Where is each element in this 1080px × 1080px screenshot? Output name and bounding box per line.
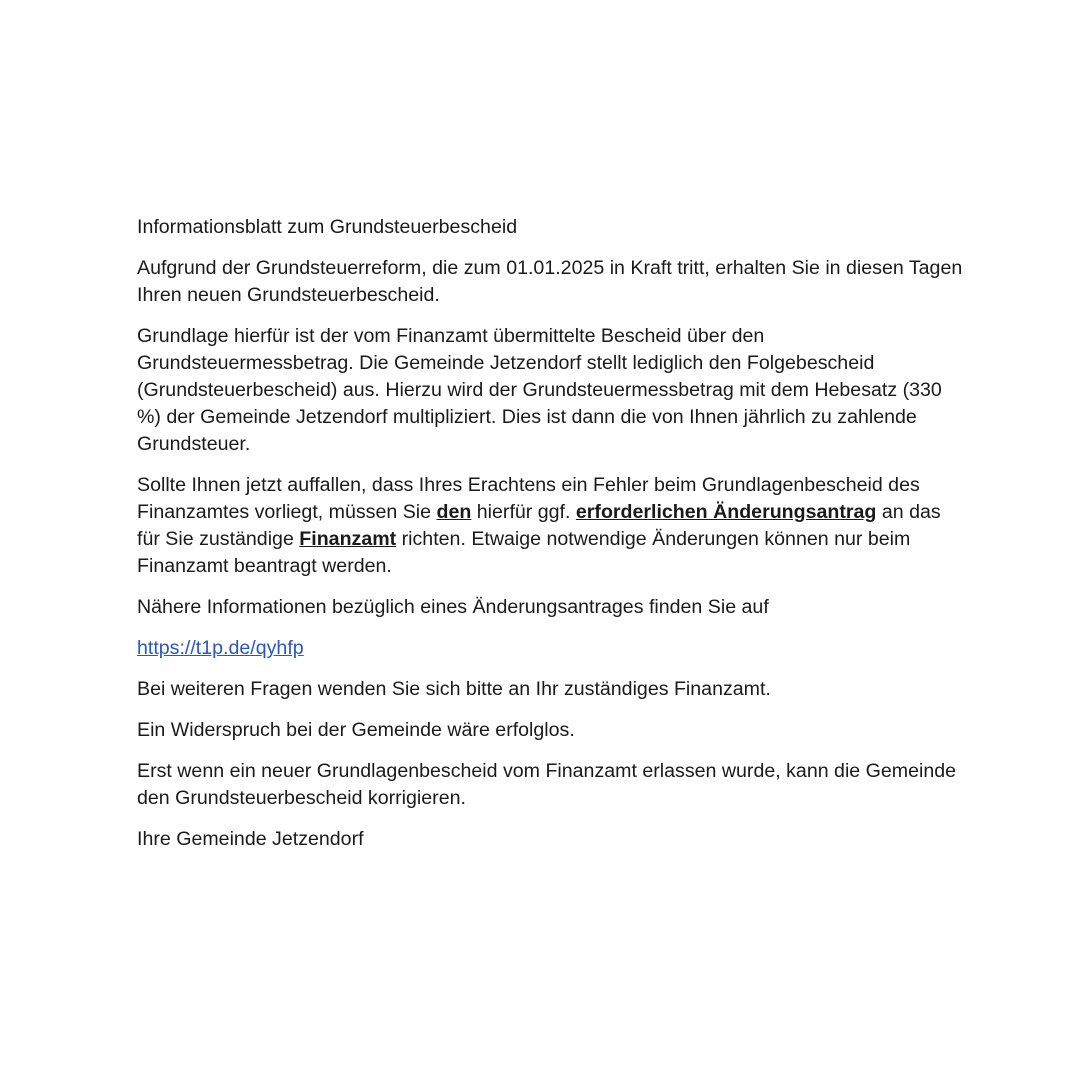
document-title: Informationsblatt zum Grundsteuerbescheid	[137, 216, 518, 238]
paragraph-basis-explanation: Grundlage hierfür ist der vom Finanzamt übermittelte Bescheid über den Grundsteuermessbetrag. Die Gemeinde Jetzendorf stellt lediglich den Folgebescheid (Grundsteuerbescheid) aus. Hierzu wird der Grundsteuermessbetrag mit dem Hebesatz (330 %) der Gemeinde Jetzendorf multipliziert. Dies ist dann die von Ihnen jährlich zu zahlende Grundsteuer.	[137, 325, 942, 455]
error-text-part-4: richten. Etwaige notwendige Änderungen können nur beim Finanzamt beantragt werden.	[137, 528, 911, 577]
info-link[interactable]: https://t1p.de/qyhfp	[137, 637, 304, 659]
signature: Ihre Gemeinde Jetzendorf	[137, 828, 364, 850]
paragraph-link	[137, 635, 967, 662]
paragraph-more-info: Nähere Informationen bezüglich eines Änderungsantrages finden Sie auf	[137, 596, 769, 618]
paragraph-correction-note: Erst wenn ein neuer Grundlagenbescheid vom Finanzamt erlassen wurde, kann die Gemeinde den Grundsteuerbescheid korrigieren.	[137, 760, 957, 809]
error-text-part-3: an das für Sie zuständige	[137, 501, 941, 550]
paragraph-error-instructions	[137, 472, 967, 580]
error-text-part-1: Sollte Ihnen jetzt auffallen, dass Ihres Erachtens ein Fehler beim Grundlagenbescheid des Finanzamtes vorliegt, müssen Sie	[137, 474, 920, 523]
paragraph-reform-intro: Aufgrund der Grundsteuerreform, die zum 01.01.2025 in Kraft tritt, erhalten Sie in diesen Tagen Ihren neuen Grundsteuerbescheid.	[137, 257, 963, 306]
paragraph-further-questions: Bei weiteren Fragen wenden Sie sich bitte an Ihr zuständiges Finanzamt.	[137, 678, 771, 700]
paragraph-objection-note: Ein Widerspruch bei der Gemeinde wäre erfolglos.	[137, 719, 575, 741]
document-body	[137, 214, 967, 853]
error-text-part-2: hierfür ggf.	[471, 501, 576, 523]
emphasis-den: den	[436, 501, 472, 523]
emphasis-change-request: erforderlichen Änderungsantrag	[575, 501, 877, 523]
emphasis-tax-office: Finanzamt	[299, 528, 397, 550]
